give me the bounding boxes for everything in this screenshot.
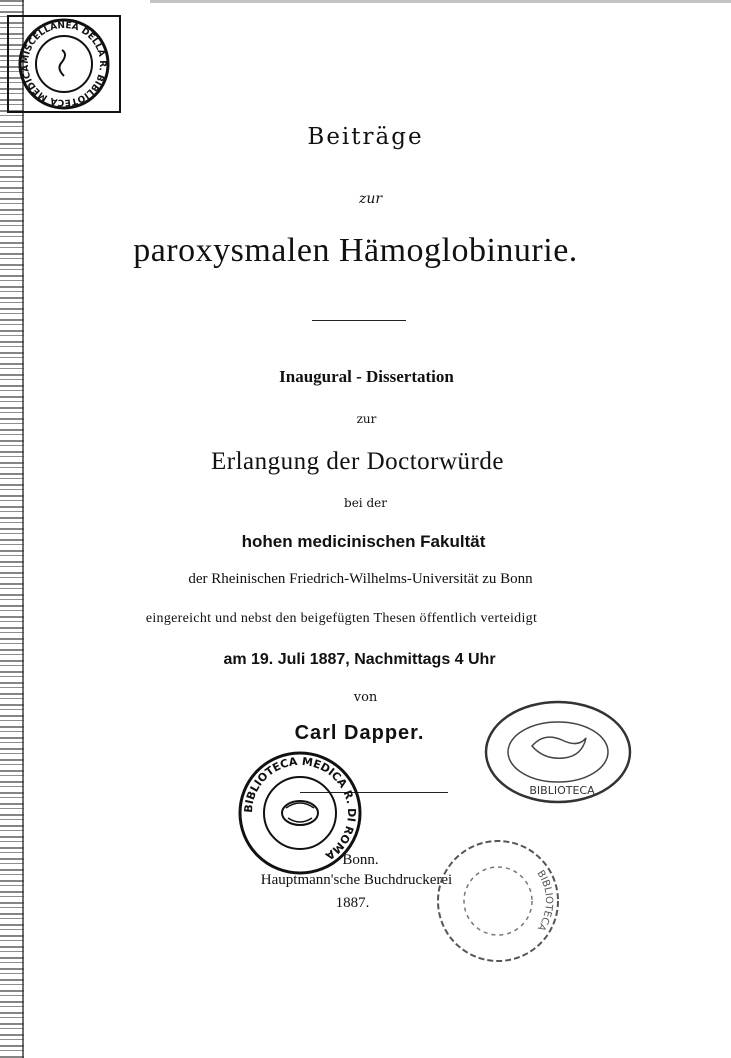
stamp-text-bottom-right: BIBLIOTECA <box>534 868 555 933</box>
university-name: der Rheinischen Friedrich-Wilhelms-Universität zu Bonn <box>188 571 533 587</box>
title-line-1: Beiträge <box>307 124 424 150</box>
svg-text:BIBLIOTECA MEDICA R. DI ROMA <box>242 755 358 863</box>
title-line-2: zur <box>358 191 383 207</box>
dissertation-type: Inaugural - Dissertation <box>279 367 454 386</box>
stamp-text-right-oval: BIBLIOTECA <box>529 784 595 797</box>
faculty-name: hohen medicinischen Fakultät <box>241 532 486 551</box>
author-name: Carl Dapper. <box>294 722 425 744</box>
main-title: paroxysmalen Hämoglobinurie. <box>133 232 578 269</box>
imprint-publisher: Hauptmann'sche Buchdruckerei <box>260 872 453 888</box>
by-word: von <box>353 690 378 705</box>
library-stamp-top-left <box>6 14 122 114</box>
stamp-text-middle: BIBLIOTECA MEDICA R. DI ROMA <box>241 754 359 863</box>
imprint-year: 1887. <box>335 895 370 911</box>
imprint-city: Bonn. <box>342 852 379 868</box>
dissertation-bei-der: bei der <box>344 496 387 510</box>
divider-rule-1 <box>312 320 406 321</box>
stamp-text-top-left: MISCELLANEA DELLA R. BIBLIOTECA MEDICA <box>20 20 108 108</box>
svg-text:MISCELLANEA DELLA R. BIBLIOTEC <box>21 21 107 107</box>
dissertation-purpose: Erlangung der Doctorwürde <box>211 448 504 475</box>
defense-date: am 19. Juli 1887, Nachmittags 4 Uhr <box>223 651 496 668</box>
library-stamp-right-oval <box>482 698 634 806</box>
submission-note: eingereicht und nebst den beigefügten Thesen öffentlich verteidigt <box>145 611 538 626</box>
dissertation-zur: zur <box>356 412 377 426</box>
library-stamp-bottom-right <box>428 836 568 966</box>
page-top-edge <box>150 0 731 3</box>
svg-text:BIBLIOTECA <box>534 869 554 933</box>
